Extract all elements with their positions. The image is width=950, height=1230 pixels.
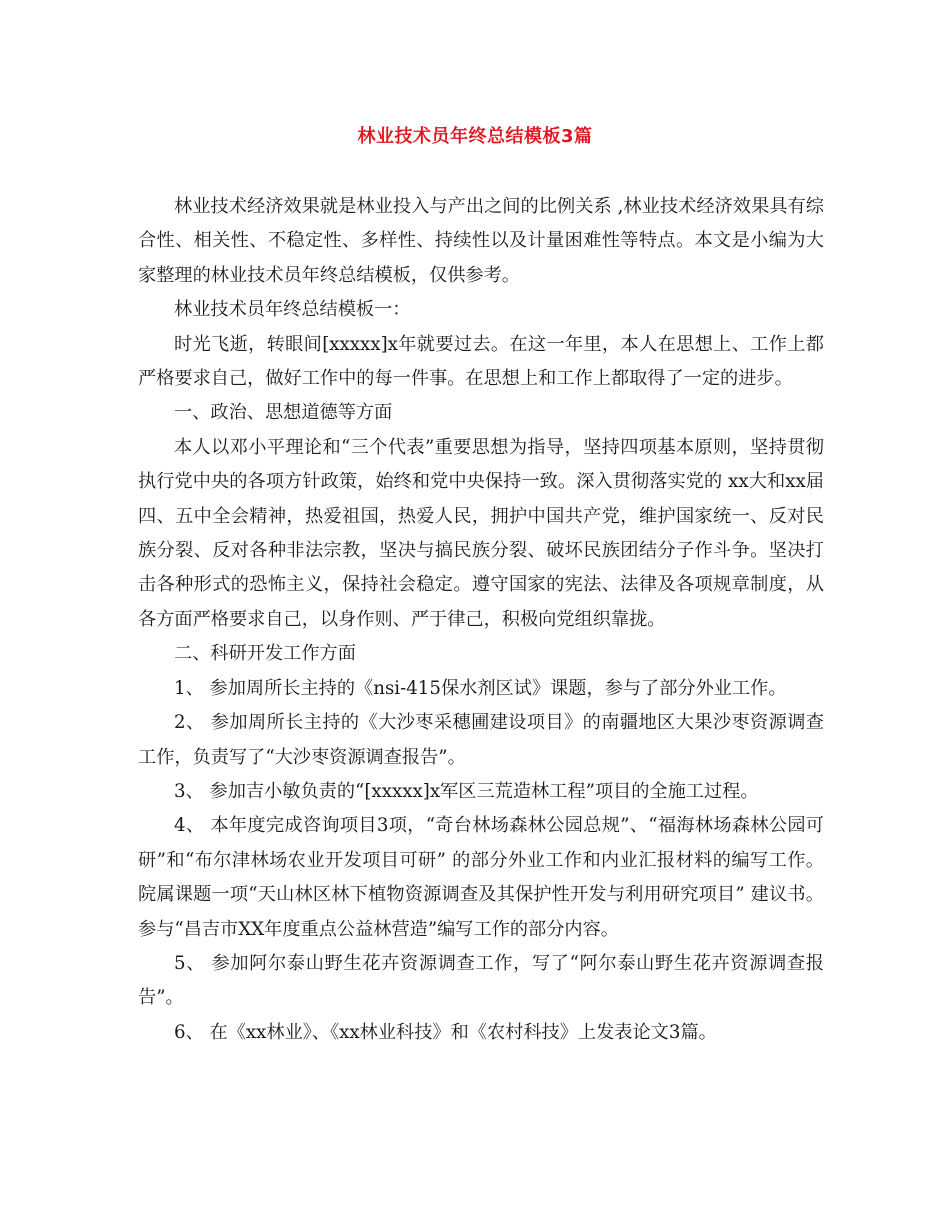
opening-paragraph: 时光飞逝，转眼间[xxxxx]x年就要过去。在这一年里，本人在思想上、工作上都严格要求自己，做好工作中的每一件事。在思想上和工作上都取得了一定的进步。 [138, 333, 824, 390]
research-item-3: 3、 参加吉小敏负责的“[xxxxx]x军区三荒造林工程”项目的全施工过程。 [174, 780, 759, 802]
intro-paragraph: 林业技术经济效果就是林业投入与产出之间的比例关系 ,林业技术经济效果具有综合性、相关性、不稳定性、多样性、持续性以及计量困难性等特点。本文是小编为大家整理的林业技术员年终总结模板，仅供参考。 [138, 196, 824, 286]
section-heading-research: 二、科研开发工作方面 [174, 643, 356, 665]
research-item-5: 5、 参加阿尔泰山野生花卉资源调查工作，写了“阿尔泰山野生花卉资源调查报告”。 [138, 952, 824, 1009]
research-item-4: 4、 本年度完成咨询项目3项，“奇台林场森林公园总规”、“福海林场森林公园可研”和“布尔津林场农业开发项目可研” 的部分外业工作和内业汇报材料的编写工作。院属课题一项“天山林区林下植物资源调查及其保护性开发与利用研究项目” 建议书。参与“昌吉市XX年度重点公益林营造”编写工作的部分内容。 [138, 815, 824, 940]
research-item-2: 2、 参加周所长主持的《大沙枣采穗圃建设项目》的南疆地区大果沙枣资源调查工作，负责写了“大沙枣资源调查报告”。 [138, 712, 824, 768]
research-item-6: 6、 在《xx林业》、《xx林业科技》和《农村科技》上发表论文3篇。 [174, 1021, 717, 1043]
document-body [138, 190, 824, 1050]
research-item-1: 1、 参加周所长主持的《nsi-415保水剂区试》课题，参与了部分外业工作。 [174, 677, 787, 699]
document-title: 林业技术员年终总结模板3篇 [357, 126, 593, 147]
section-heading-template-one: 林业技术员年终总结模板一： [174, 299, 411, 321]
politics-paragraph: 本人以邓小平理论和“三个代表”重要思想为指导，坚持四项基本原则，坚持贯彻执行党中央的各项方针政策，始终和党中央保持一致。深入贯彻落实党的 xx大和xx届四、五中全会精神，热爱祖国，热爱人民，拥护中国共产党，维护国家统一、反对民族分裂、反对各种非法宗教，坚决与搞民族分裂、破坏民族团结分子作斗争。坚决打击各种形式的恐怖主义，保持社会稳定。遵守国家的宪法、法律及各项规章制度，从各方面严格要求自己，以身作则、严于律己，积极向党组织靠拢。 [138, 436, 824, 630]
section-heading-politics: 一、政治、思想道德等方面 [174, 402, 393, 424]
